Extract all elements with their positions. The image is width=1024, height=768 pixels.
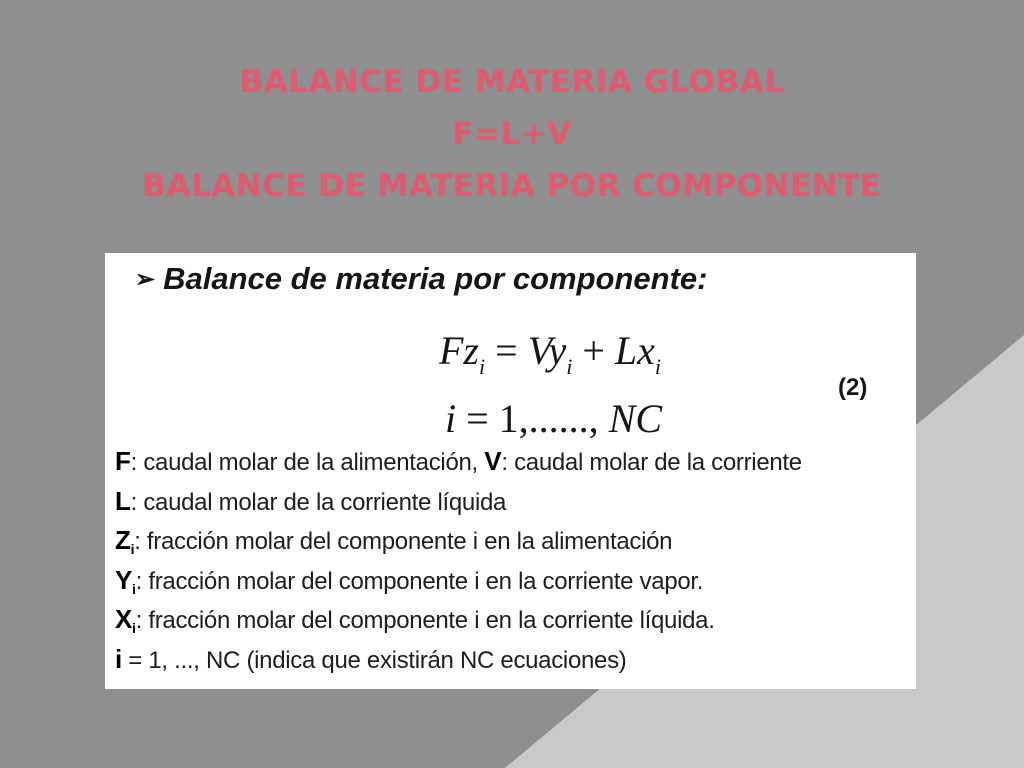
definition-item: F: caudal molar de la alimentación, V: caudal molar de la corriente — [115, 446, 802, 476]
equation-number: (2) — [838, 374, 868, 401]
definition-item: $Z_i$: fracción molar del componente i en la alimentación — [115, 525, 673, 557]
section-heading-text: Balance de materia por componente: — [163, 261, 708, 296]
slide-title-line-1: BALANCE DE MATERIA GLOBAL — [239, 64, 785, 100]
definition-item: $X_i$: fracción molar del componente i en la corriente líquida. — [115, 604, 715, 636]
definition-item: L: caudal molar de la corriente líquida — [115, 485, 507, 516]
slide-title-line-2: F=L+V — [452, 116, 572, 152]
section-heading — [135, 261, 707, 297]
definition-item: i = 1, ..., NC (indica que existirán NC ecuaciones) — [115, 643, 627, 674]
component-balance-equation: $Fz_i = Vy_i + Lx_i$ — [439, 328, 662, 379]
definition-item: $Y_i$: fracción molar del componente i en la corriente vapor. — [115, 564, 704, 597]
arrow-bullet-icon: ➢ — [135, 266, 156, 293]
definitions-list — [115, 446, 802, 683]
slide-title-line-3: BALANCE DE MATERIA POR COMPONENTE — [142, 168, 882, 204]
index-range-equation: i = 1,......, NC — [445, 396, 663, 441]
content-image-box — [105, 253, 916, 689]
